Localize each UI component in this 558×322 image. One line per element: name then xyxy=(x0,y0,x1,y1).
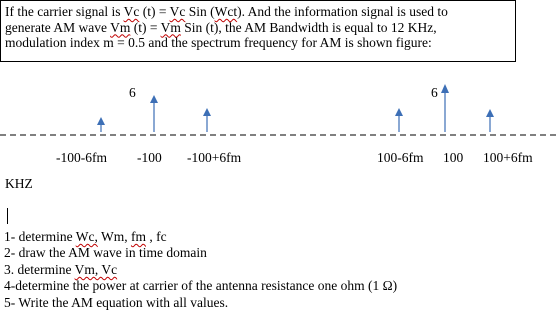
problem-line-2 xyxy=(5,20,511,36)
freq-label: -100+6fm xyxy=(187,150,242,165)
symbol-wct: Wct xyxy=(214,4,238,19)
text-run: Sin (t), the AM Bandwidth is equal to 12 KHz, xyxy=(180,19,437,35)
symbol-wc: Wc, xyxy=(75,229,98,244)
upper-sideband-arrow-left xyxy=(203,108,211,132)
text-run: ). And the information signal is used to xyxy=(237,4,448,19)
task-1 xyxy=(4,229,397,245)
task-4: 4-determine the power at carrier of the antenna resistance one ohm (1 Ω) xyxy=(4,278,398,294)
text-run: (t) = xyxy=(130,19,161,35)
carrier-arrow-left xyxy=(150,95,158,132)
text-run: (t) = xyxy=(139,4,170,19)
problem-line-3: modulation index m = 0.5 and the spectrum frequency for AM is shown figure: xyxy=(5,35,432,50)
symbol-vm: Vm xyxy=(160,19,181,35)
freq-label: -100 xyxy=(137,150,162,165)
symbol-vm: Vm xyxy=(110,19,131,35)
text-run: Sin ( xyxy=(185,4,215,19)
spectrum-figure xyxy=(0,62,558,174)
freq-label: -100-6fm xyxy=(56,150,107,165)
symbol-vc: Vc xyxy=(123,4,140,19)
freq-label: 100 xyxy=(443,150,464,165)
symbol-fc: fc xyxy=(156,229,167,244)
text-run: 3. determine xyxy=(4,261,75,277)
amplitude-label-left: 6 xyxy=(129,85,136,100)
lower-sideband-arrow-left xyxy=(97,117,105,132)
task-list xyxy=(4,229,397,311)
amplitude-label-right: 6 xyxy=(431,85,438,100)
symbol-vc: Vc xyxy=(169,4,186,19)
text-run: If the carrier signal is xyxy=(5,4,124,19)
carrier-arrow-right xyxy=(441,84,449,132)
freq-label: 100+6fm xyxy=(483,150,533,165)
task-5: 5- Write the AM equation with all values. xyxy=(4,294,229,310)
text-run: , xyxy=(145,229,157,244)
task-3 xyxy=(4,262,397,278)
text-run: generate AM wave xyxy=(5,19,111,35)
text-run: Wm, xyxy=(97,229,131,244)
symbol-fm: fm xyxy=(130,229,146,244)
frequency-unit-label: KHZ xyxy=(5,176,33,191)
problem-line-1 xyxy=(5,4,511,20)
text-run: 1- determine xyxy=(4,229,76,244)
text-cursor xyxy=(7,208,8,224)
problem-statement-box xyxy=(0,0,516,62)
task-2: 2- draw the AM wave in time domain xyxy=(4,245,207,261)
symbol-vm-vc: Vm, Vc xyxy=(74,261,118,277)
freq-label: 100-6fm xyxy=(377,150,424,165)
upper-sideband-arrow-right xyxy=(486,109,494,132)
lower-sideband-arrow-right xyxy=(395,108,403,132)
